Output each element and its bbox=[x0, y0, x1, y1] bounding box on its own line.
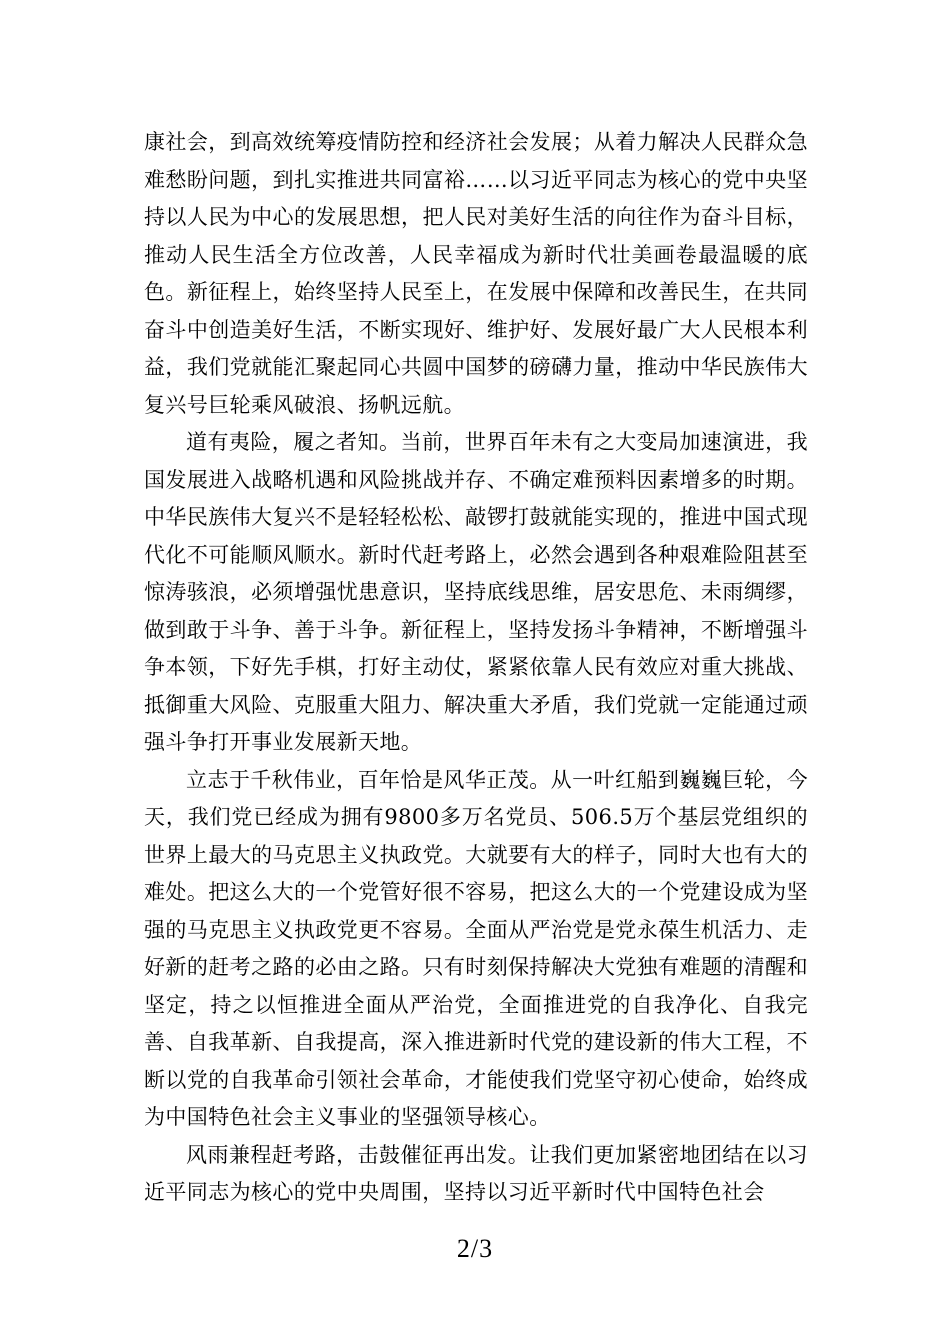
paragraph: 风雨兼程赶考路，击鼓催征再出发。让我们更加紧密地团结在以习近平同志为核心的党中央周围，坚持以习近平新时代中国特色社会 bbox=[144, 1142, 808, 1204]
page-number: 2/3 bbox=[456, 1234, 494, 1263]
paragraph: 道有夷险，履之者知。当前，世界百年未有之大变局加速演进，我国发展进入战略机遇和风险挑战并存、不确定难预料因素增多的时期。中华民族伟大复兴不是轻轻松松、敲锣打鼓就能实现的，推进中国式现代化不可能顺风顺水。新时代赶考路上，必然会遇到各种艰难险阻甚至惊涛骇浪，必须增强忧患意识，坚持底线思维，居安思危、未雨绸缪，做到敢于斗争、善于斗争。新征程上，坚持发扬斗争精神，不断增强斗争本领，下好先手棋，打好主动仗，紧紧依靠人民有效应对重大挑战、抵御重大风险、克服重大阻力、解决重大矛盾，我们党就一定能通过顽强斗争打开事业发展新天地。 bbox=[144, 430, 808, 754]
document-body bbox=[144, 124, 808, 1212]
paragraph: 康社会，到高效统筹疫情防控和经济社会发展；从着力解决人民群众急难愁盼问题，到扎实推进共同富裕……以习近平同志为核心的党中央坚持以人民为中心的发展思想，把人民对美好生活的向往作为奋斗目标，推动人民生活全方位改善，人民幸福成为新时代壮美画卷最温暖的底色。新征程上，始终坚持人民至上，在发展中保障和改善民生，在共同奋斗中创造美好生活，不断实现好、维护好、发展好最广大人民根本利益，我们党就能汇聚起同心共圆中国梦的磅礴力量，推动中华民族伟大复兴号巨轮乘风破浪、扬帆远航。 bbox=[144, 130, 808, 417]
paragraph: 立志于千秋伟业，百年恰是风华正茂。从一叶红船到巍巍巨轮，今天，我们党已经成为拥有9800多万名党员、506.5万个基层党组织的世界上最大的马克思主义执政党。大就要有大的样子，同时大也有大的难处。把这么大的一个党管好很不容易，把这么大的一个党建设成为坚强的马克思主义执政党更不容易。全面从严治党是党永葆生机活力、走好新的赶考之路的必由之路。只有时刻保持解决大党独有难题的清醒和坚定，持之以恒推进全面从严治党，全面推进党的自我净化、自我完善、自我革新、自我提高，深入推进新时代党的建设新的伟大工程，不断以党的自我革命引领社会革命，才能使我们党坚守初心使命，始终成为中国特色社会主义事业的坚强领导核心。 bbox=[144, 767, 808, 1129]
